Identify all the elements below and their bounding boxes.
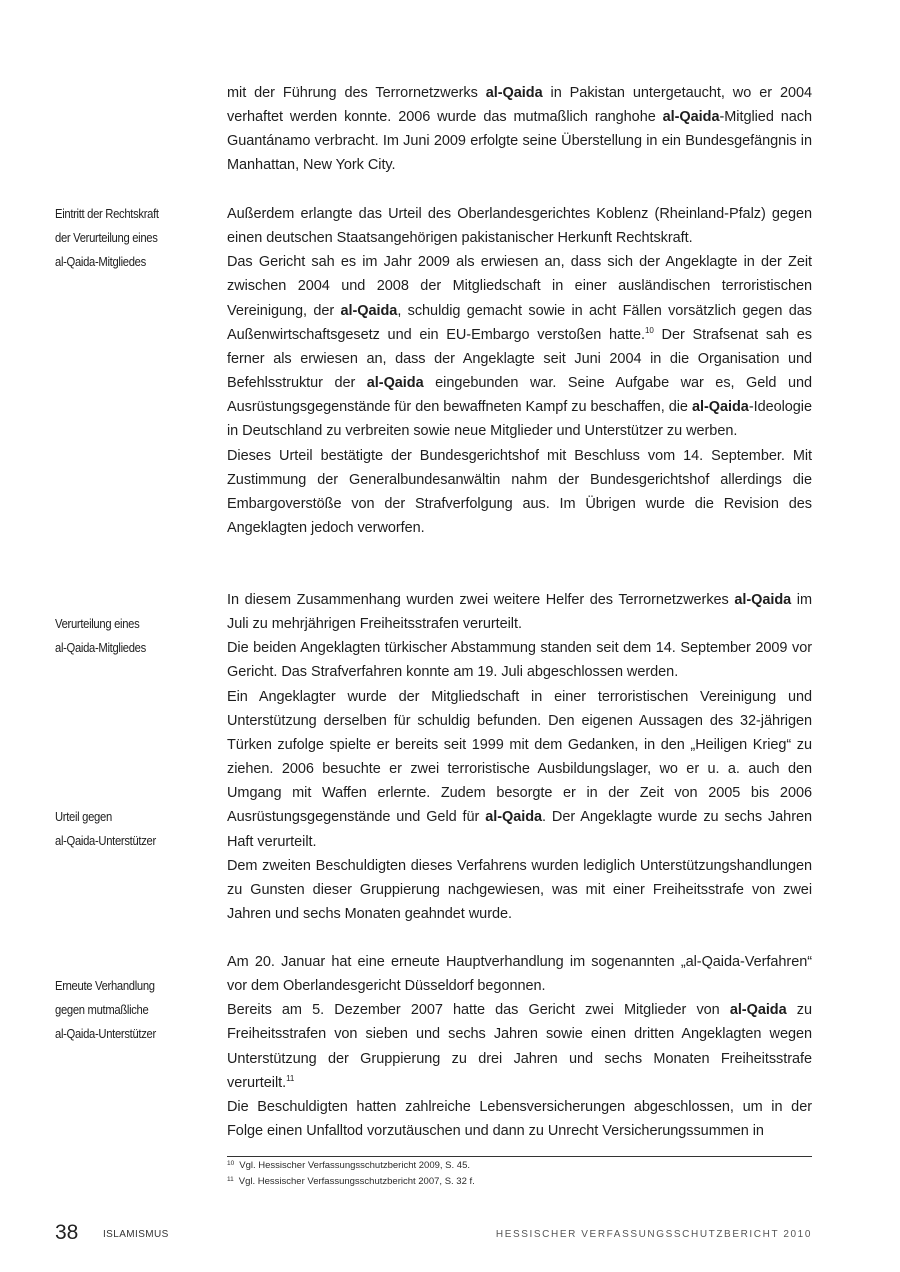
paragraph-life-insurance xyxy=(227,1095,812,1143)
body-text: Ein Angeklagter wurde der Mitgliedschaft in einer terroristischen Vereinigung und Unterstützung derselben für schuldig befunden. Den eigenen Aussagen des 32-jährigen Türken zufolge spielte er bereits seit 1999 mit dem Gedanken, in den „Heiligen Krieg“ zu ziehen. 2006 besuchte er zwei terroristische Ausbildungslager, wo er u. a. auch den Umgang mit Waffen erlernte. Zudem besorgte er in der Zeit von 2005 bis 2006 Ausrüstungsgegenstände und Geld für al-Qaida. Der Angeklagte wurde zu sechs Jahren Haft verurteilt. xyxy=(227,688,812,850)
page-number: 38 xyxy=(55,1221,79,1244)
margin-note-urteil xyxy=(55,805,199,853)
section-label: ISLAMISMUS xyxy=(103,1229,169,1240)
body-text: Die beiden Angeklagten türkischer Abstammung standen seit dem 14. September 2009 vor Gericht. Das Strafverfahren konnte am 19. Juli abgeschlossen werden. xyxy=(227,640,812,681)
body-text: Das Gericht sah es im Jahr 2009 als erwiesen an, dass sich der Angeklagte in der Zeit zwischen 2004 und 2008 der Mitgliedschaft in einer ausländischen terroristischen Vereinigung, der al-Qaida, schuldig gemacht sowie in acht Fällen vorsätzlich gegen das Außenwirtschaftsgesetz und ein EU-Embargo verstoßen hatte.$^{10}$ Der Strafsenat sah es ferner als erwiesen an, dass der Angeklagte seit Juni 2004 in die Organisation und Befehlsstruktur der al-Qaida eingebunden war. Seine Aufgabe war es, Geld und Ausrüstungsgegenstände für den bewaffneten Kampf zu beschaffen, die al-Qaida-Ideologie in Deutschland zu verbreiten sowie neue Mitglieder und Unterstützer zu werben. xyxy=(227,254,812,440)
margin-note-verurteilung xyxy=(55,612,199,660)
emphasis: al-Qaida xyxy=(729,1002,787,1019)
footnote-11 xyxy=(227,1175,475,1188)
footnote-10 xyxy=(227,1159,470,1172)
emphasis: al-Qaida xyxy=(485,809,543,826)
emphasis: al-Qaida xyxy=(691,399,749,416)
body-text: Dieses Urteil bestätigte der Bundesgerichtshof mit Beschluss vom 14. September. Mit Zustimmung der Generalbundesanwältin nahm der Bundesgerichtshof allerdings die Embargoverstöße von der Strafverfolgung aus. Im Übrigen wurde die Revision des Angeklagten jedoch verworfen. xyxy=(227,447,812,537)
emphasis: al-Qaida xyxy=(662,109,720,126)
margin-note-line: Erneute Verhandlung xyxy=(55,979,155,993)
margin-note-line: der Verurteilung eines xyxy=(55,231,158,246)
emphasis: al-Qaida xyxy=(366,375,424,392)
margin-note-line: Eintritt der Rechtskraft xyxy=(55,207,159,221)
margin-note-line: gegen mutmaßliche xyxy=(55,1003,149,1018)
body-text: mit der Führung des Terrornetzwerks al-Qaida in Pakistan untergetaucht, wo er 2004 verhaftet werden konnte. 2006 wurde das mutmaßlich ranghohe al-Qaida-Mitglied nach Guantánamo verbracht. Im Juni 2009 erfolgte seine Überstellung in ein Bundesgefängnis in Manhattan, New York City. xyxy=(227,85,812,174)
report-title: HESSISCHER VERFASSUNGSSCHUTZBERICHT 2010 xyxy=(495,1229,812,1240)
emphasis: al-Qaida xyxy=(485,85,543,101)
margin-note-line: Verurteilung eines xyxy=(55,617,140,631)
body-text: Am 20. Januar hat eine erneute Hauptverhandlung im sogenannten „al-Qaida-Verfahren“ vor dem Oberlandesgericht Düsseldorf begonnen. xyxy=(227,954,812,995)
footnote-number: 10 xyxy=(227,1160,235,1167)
footnote-number: 11 xyxy=(227,1176,234,1183)
margin-note-line: al-Qaida-Mitgliedes xyxy=(55,641,146,656)
body-text: Außerdem erlangte das Urteil des Oberlandesgerichtes Koblenz (Rheinland-Pfalz) gegen einen deutschen Staatsangehörigen pakistanischer Herkunft Rechtskraft. xyxy=(227,206,812,247)
margin-note-line: al-Qaida-Mitgliedes xyxy=(55,255,146,270)
paragraph-koblenz-verdict xyxy=(227,202,812,540)
footnote-text: Vgl. Hessischer Verfassungsschutzbericht 2007, S. 32 f. xyxy=(238,1176,475,1187)
emphasis: al-Qaida xyxy=(340,302,398,319)
margin-note-verhandlung xyxy=(55,974,199,1046)
body-text: Dem zweiten Beschuldigten dieses Verfahrens wurden lediglich Unterstützungshandlungen zu Gunsten dieser Gruppierung nachgewiesen, was mit einer Freiheitsstrafe von zwei Jahren und sechs Monaten geahndet wurde. xyxy=(227,857,812,923)
emphasis: al-Qaida xyxy=(734,592,792,608)
body-text: In diesem Zusammenhang wurden zwei weitere Helfer des Terrornetzwerkes al-Qaida im Juli zu mehrjährigen Freiheitsstrafen verurteilt. xyxy=(227,592,813,633)
paragraph-turkish-helpers xyxy=(227,588,812,926)
footnote-text: Vgl. Hessischer Verfassungsschutzbericht 2009, S. 45. xyxy=(239,1160,470,1171)
footnote-ref[interactable]: 10 xyxy=(645,325,654,335)
margin-note-line: Urteil gegen xyxy=(55,810,112,824)
paragraph-guantanamo xyxy=(227,81,812,178)
footnote-ref[interactable]: 11 xyxy=(286,1073,295,1083)
body-text: Die Beschuldigten hatten zahlreiche Lebensversicherungen abgeschlossen, um in der Folge einen Unfalltod vorzutäuschen und dann zu Unrecht Versicherungssummen in xyxy=(227,1099,812,1140)
margin-note-line: al-Qaida-Unterstützer xyxy=(55,834,156,849)
margin-note-rechtskraft xyxy=(55,202,199,274)
margin-note-line: al-Qaida-Unterstützer xyxy=(55,1027,156,1042)
body-text: Bereits am 5. Dezember 2007 hatte das Gericht zwei Mitglieder von al-Qaida zu Freiheitsstrafen von sieben und sechs Jahren sowie einen dritten Angeklagten wegen Unterstützung der Gruppierung zu drei Jahren und sechs Monaten Freiheitsstrafe verurteilt.$^{11}$ xyxy=(227,1002,812,1091)
footnote-divider xyxy=(227,1156,812,1157)
paragraph-duesseldorf-trial xyxy=(227,950,812,1095)
